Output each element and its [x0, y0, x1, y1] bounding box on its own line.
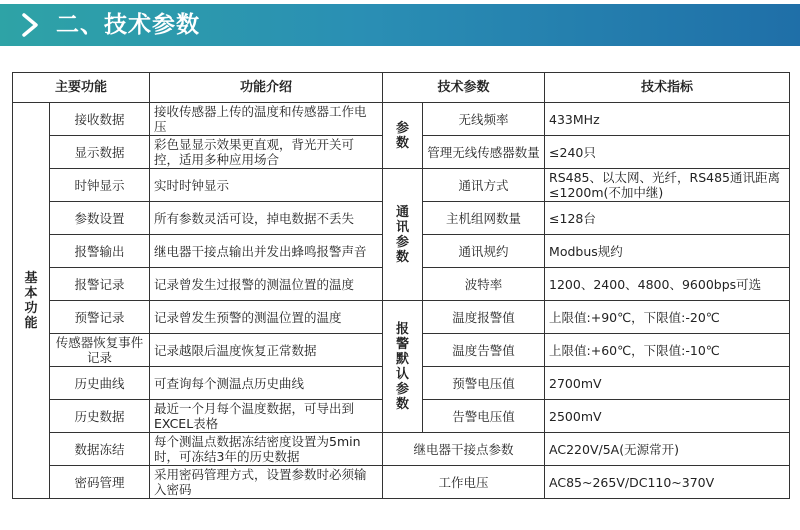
table-row	[13, 103, 790, 136]
function-name: 预警记录	[50, 301, 150, 334]
param-value: ≤240只	[545, 136, 790, 169]
function-name: 时钟显示	[50, 169, 150, 202]
function-desc: 继电器干接点输出并发出蜂鸣报警声音	[150, 235, 383, 268]
param-value: Modbus规约	[545, 235, 790, 268]
table-row	[13, 433, 790, 466]
function-name: 历史曲线	[50, 367, 150, 400]
function-name: 报警记录	[50, 268, 150, 301]
group-label: 基本功能	[13, 103, 50, 499]
category-label: 报警默认参数	[383, 301, 423, 433]
param-value: 2700mV	[545, 367, 790, 400]
header-main-function: 主要功能	[13, 73, 150, 103]
param-value: 433MHz	[545, 103, 790, 136]
param-name: 通讯规约	[423, 235, 545, 268]
header-function-intro: 功能介绍	[150, 73, 383, 103]
section-title: 二、技术参数	[56, 12, 200, 38]
function-name: 传感器恢复事件记录	[50, 334, 150, 367]
param-name: 通讯方式	[423, 169, 545, 202]
table-header-row	[13, 73, 790, 103]
param-name: 温度报警值	[423, 301, 545, 334]
function-desc: 记录曾发生过报警的测温位置的温度	[150, 268, 383, 301]
param-value: 2500mV	[545, 400, 790, 433]
param-value: RS485、以太网、光纤，RS485通讯距离≤1200m(不加中继)	[545, 169, 790, 202]
function-desc: 每个测温点数据冻结密度设置为5min时，可冻结3年的历史数据	[150, 433, 383, 466]
param-value: 上限值:+90℃，下限值:-20℃	[545, 301, 790, 334]
chevron-right-icon	[18, 11, 44, 39]
function-desc: 彩色显显示效果更直观，背光开关可控，适用多种应用场合	[150, 136, 383, 169]
param-name: 管理无线传感器数量	[423, 136, 545, 169]
section-banner	[0, 4, 800, 46]
function-desc: 记录越限后温度恢复正常数据	[150, 334, 383, 367]
param-value: 上限值:+60℃，下限值:-10℃	[545, 334, 790, 367]
function-name: 接收数据	[50, 103, 150, 136]
function-name: 参数设置	[50, 202, 150, 235]
function-name: 密码管理	[50, 466, 150, 499]
function-name: 报警输出	[50, 235, 150, 268]
spec-table	[12, 72, 790, 499]
function-name: 数据冻结	[50, 433, 150, 466]
param-value: ≤128台	[545, 202, 790, 235]
function-desc: 所有参数灵活可设，掉电数据不丢失	[150, 202, 383, 235]
header-tech-params: 技术参数	[383, 73, 545, 103]
param-name: 温度告警值	[423, 334, 545, 367]
param-name: 告警电压值	[423, 400, 545, 433]
param-value: AC85~265V/DC110~370V	[545, 466, 790, 499]
function-name: 显示数据	[50, 136, 150, 169]
function-desc: 可查询每个测温点历史曲线	[150, 367, 383, 400]
param-name: 工作电压	[383, 466, 545, 499]
param-name: 预警电压值	[423, 367, 545, 400]
param-value: AC220V/5A(无源常开)	[545, 433, 790, 466]
param-name: 无线频率	[423, 103, 545, 136]
function-desc: 实时时钟显示	[150, 169, 383, 202]
function-desc: 最近一个月每个温度数据，可导出到EXCEL表格	[150, 400, 383, 433]
function-desc: 采用密码管理方式，设置参数时必须输入密码	[150, 466, 383, 499]
category-label: 参数	[383, 103, 423, 169]
table-row	[13, 169, 790, 202]
table-row	[13, 466, 790, 499]
function-desc: 记录曾发生预警的测温位置的温度	[150, 301, 383, 334]
param-name: 波特率	[423, 268, 545, 301]
param-name: 主机组网数量	[423, 202, 545, 235]
function-name: 历史数据	[50, 400, 150, 433]
table-row	[13, 301, 790, 334]
param-value: 1200、2400、4800、9600bps可选	[545, 268, 790, 301]
function-desc: 接收传感器上传的温度和传感器工作电压	[150, 103, 383, 136]
header-tech-specs: 技术指标	[545, 73, 790, 103]
param-name: 继电器干接点参数	[383, 433, 545, 466]
category-label: 通讯参数	[383, 169, 423, 301]
